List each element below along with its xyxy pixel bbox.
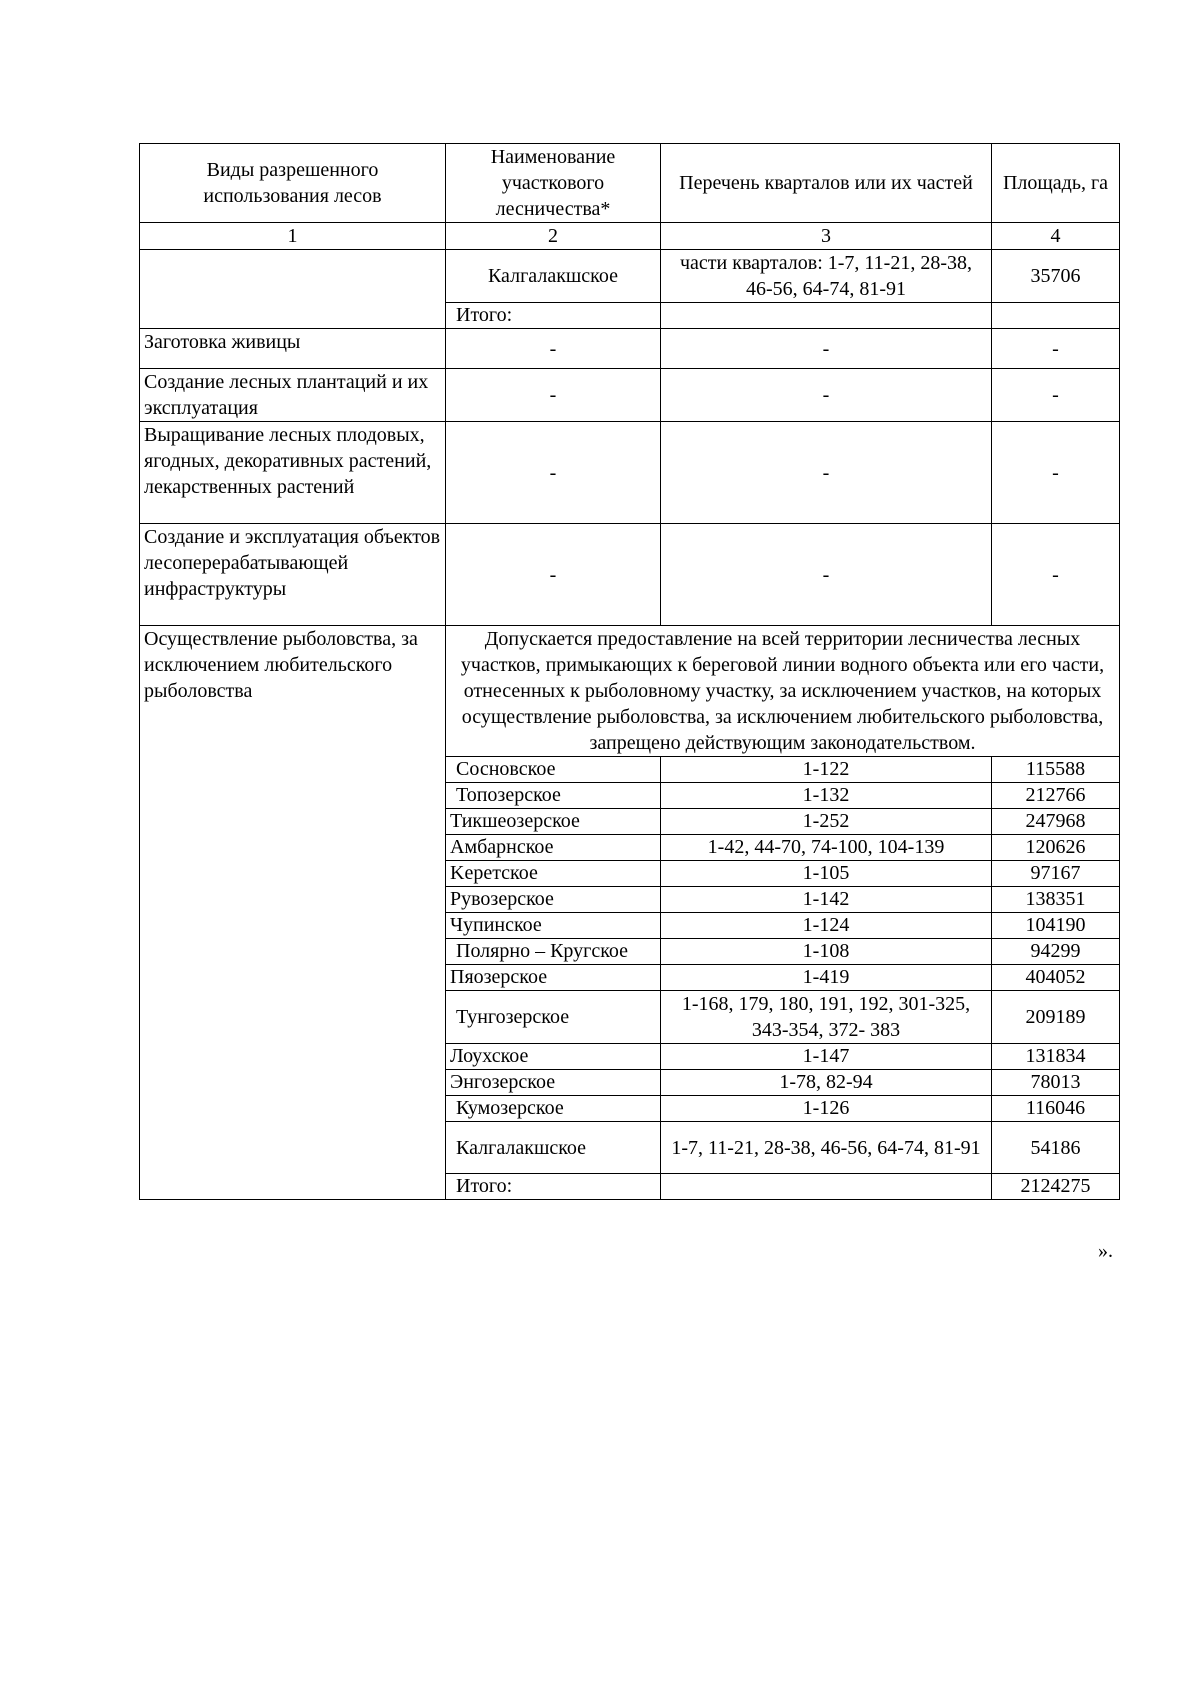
total-label: Итого: (446, 1174, 661, 1200)
header-area: Площадь, га (992, 144, 1120, 223)
dash-cell: - (446, 369, 661, 422)
dash-cell: - (992, 524, 1120, 626)
column-number: 4 (992, 223, 1120, 250)
area-cell: 212766 (992, 783, 1120, 809)
use-type-cell: Создание лесных плантаций и их эксплуатация (140, 369, 446, 422)
area-cell: 138351 (992, 887, 1120, 913)
quarters-cell: 1-124 (661, 913, 992, 939)
fishing-note: Допускается предоставление на всей территории лесничества лесных участков, примыкающих к береговой линии водного объекта или его части, отнесенных к рыболовному участку, за исключением участков, на которых осуществление рыболовства, за исключением любительского рыболовства, запрещено действующим законодательством. (446, 626, 1120, 757)
area-cell: 97167 (992, 861, 1120, 887)
area-cell: 404052 (992, 965, 1120, 991)
subtotal-label: Итого: (446, 303, 661, 329)
dash-cell: - (661, 329, 992, 369)
table-row (140, 250, 1120, 303)
use-type-cell: Выращивание лесных плодовых, ягодных, декоративных растений, лекарственных растений (140, 422, 446, 524)
quarters-cell: 1-142 (661, 887, 992, 913)
quarters-cell: 1-419 (661, 965, 992, 991)
quarters-cell: 1-122 (661, 757, 992, 783)
dash-cell: - (992, 369, 1120, 422)
area-cell: 94299 (992, 939, 1120, 965)
table-header-row (140, 144, 1120, 223)
quarters-cell: 1-126 (661, 1096, 992, 1122)
forestry-name: Рувозерское (446, 887, 661, 913)
dash-cell: - (446, 422, 661, 524)
forestry-name: Полярно – Кругское (446, 939, 661, 965)
quarters-cell: 1-7, 11-21, 28-38, 46-56, 64-74, 81-91 (661, 1122, 992, 1174)
table-row (140, 524, 1120, 626)
area-cell: 120626 (992, 835, 1120, 861)
dash-cell: - (446, 329, 661, 369)
header-quarters: Перечень кварталов или их частей (661, 144, 992, 223)
area-cell: 247968 (992, 809, 1120, 835)
use-type-cell: Создание и эксплуатация объектов лесоперерабатывающей инфраструктуры (140, 524, 446, 626)
forestry-name: Энгозерское (446, 1070, 661, 1096)
quarters-cell: 1-108 (661, 939, 992, 965)
forestry-name: Тикшеозерское (446, 809, 661, 835)
forest-use-table (139, 143, 1120, 1200)
closing-quote-mark: ». (1098, 1240, 1113, 1262)
forestry-name: Топозерское (446, 783, 661, 809)
dash-cell: - (992, 422, 1120, 524)
area-cell: 116046 (992, 1096, 1120, 1122)
column-number: 3 (661, 223, 992, 250)
header-forestry-name: Наименование участкового лесничества* (446, 144, 661, 223)
area-cell: 131834 (992, 1044, 1120, 1070)
quarters-cell: 1-252 (661, 809, 992, 835)
column-number-row (140, 223, 1120, 250)
dash-cell: - (446, 524, 661, 626)
area-cell: 104190 (992, 913, 1120, 939)
area-cell: 78013 (992, 1070, 1120, 1096)
table-row (140, 422, 1120, 524)
area-cell: 209189 (992, 991, 1120, 1044)
quarters-cell: 1-78, 82-94 (661, 1070, 992, 1096)
empty-cell (992, 303, 1120, 329)
fishing-note-row (140, 626, 1120, 757)
forestry-name: Сосновское (446, 757, 661, 783)
forestry-name: Калгалакшское (446, 250, 661, 303)
use-type-cell: Заготовка живицы (140, 329, 446, 369)
empty-cell (661, 1174, 992, 1200)
total-area: 2124275 (992, 1174, 1120, 1200)
forestry-name: Амбарнское (446, 835, 661, 861)
table-row (140, 369, 1120, 422)
empty-use-type-cell (140, 250, 446, 329)
forestry-name: Тунгозерское (446, 991, 661, 1044)
column-number: 2 (446, 223, 661, 250)
forestry-name: Keретское (446, 861, 661, 887)
area-cell: 115588 (992, 757, 1120, 783)
table-row (140, 329, 1120, 369)
quarters-cell: 1-132 (661, 783, 992, 809)
use-type-cell: Осуществление рыболовства, за исключением любительского рыболовства (140, 626, 446, 1200)
forestry-name: Кумозерское (446, 1096, 661, 1122)
dash-cell: - (992, 329, 1120, 369)
forestry-name: Лоухское (446, 1044, 661, 1070)
forestry-name: Чупинское (446, 913, 661, 939)
forestry-name: Пяозерское (446, 965, 661, 991)
dash-cell: - (661, 524, 992, 626)
column-number: 1 (140, 223, 446, 250)
quarters-cell: 1-105 (661, 861, 992, 887)
header-use-type: Виды разрешенного использования лесов (140, 144, 446, 223)
area-cell: 35706 (992, 250, 1120, 303)
dash-cell: - (661, 369, 992, 422)
quarters-cell: 1-42, 44-70, 74-100, 104-139 (661, 835, 992, 861)
dash-cell: - (661, 422, 992, 524)
area-cell: 54186 (992, 1122, 1120, 1174)
empty-cell (661, 303, 992, 329)
forestry-name: Калгалакшское (446, 1122, 661, 1174)
quarters-cell: части кварталов: 1-7, 11-21, 28-38, 46-56, 64-74, 81-91 (661, 250, 992, 303)
quarters-cell: 1-147 (661, 1044, 992, 1070)
quarters-cell: 1-168, 179, 180, 191, 192, 301-325, 343-354, 372- 383 (661, 991, 992, 1044)
